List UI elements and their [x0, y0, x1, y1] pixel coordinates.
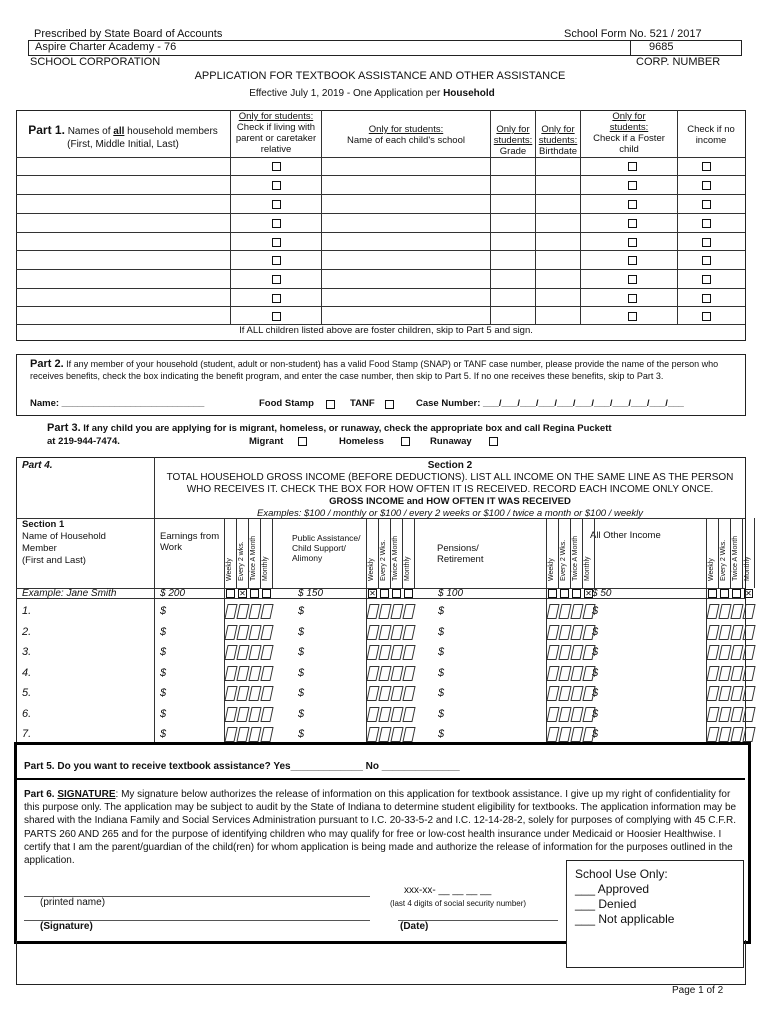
grid-line: [224, 518, 225, 742]
corp-number-field: [630, 40, 742, 56]
part5-text[interactable]: Part 5. Do you want to receive textbook assistance? Yes_____________ No ______________: [24, 761, 460, 772]
part1-living-checkbox-5[interactable]: [272, 238, 281, 247]
other-amount-7[interactable]: $: [592, 728, 599, 740]
ssn-label: (last 4 digits of social security number): [390, 899, 527, 908]
part1-no-income-checkbox-1[interactable]: [702, 162, 711, 171]
form-title: APPLICATION FOR TEXTBOOK ASSISTANCE AND OTHER ASSISTANCE: [194, 70, 566, 82]
example-amount-2: $ 100: [438, 588, 464, 599]
member-name-field-7[interactable]: [17, 723, 153, 744]
school-corp-label: SCHOOL CORPORATION: [30, 56, 161, 68]
row-number-6: 6.: [22, 707, 32, 720]
earnings-amount-1[interactable]: $: [160, 605, 167, 617]
pensions-amount-5[interactable]: $: [438, 687, 445, 699]
example-checkbox-2-3: ✕: [585, 589, 592, 598]
member-name-field-6[interactable]: [17, 703, 153, 724]
public-amount-5[interactable]: $: [298, 687, 305, 699]
freq-label-2-2: Twice A Month: [572, 535, 579, 581]
part3-body: If any child you are applying for is migrant, homeless, or runaway, check the appropriate box and call Regina Puckett: [83, 423, 612, 434]
public-amount-6[interactable]: $: [298, 707, 305, 720]
other-freq-checkbox-7-3[interactable]: [742, 727, 755, 742]
school-name: Aspire Charter Academy - 76: [35, 41, 177, 53]
earnings-amount-3[interactable]: $: [160, 646, 167, 658]
col-school-header: [322, 124, 490, 146]
signature-word: SIGNATURE: [57, 789, 116, 800]
form-number: School Form No. 521 / 2017: [564, 28, 702, 40]
sec1-l3: (First and Last): [22, 555, 86, 566]
member-name-field-2[interactable]: [17, 621, 153, 642]
public-amount-7[interactable]: $: [298, 728, 305, 740]
part1-name-field-4[interactable]: [17, 215, 229, 231]
example-checkbox-1-0: ✕: [369, 589, 376, 598]
part1-footnote: If ALL children listed above are foster children, skip to Part 5 and sign.: [239, 325, 533, 336]
example-checkbox-2-0: [548, 589, 557, 598]
part6-title: Part 6.: [24, 789, 55, 800]
signature-label: (Signature): [40, 921, 93, 932]
part1-foster-checkbox-3[interactable]: [628, 200, 637, 209]
printed-name-label: (printed name): [40, 897, 106, 908]
col-grade-header: [492, 124, 534, 157]
grid-line: [594, 518, 595, 588]
not-applicable-option[interactable]: ___ Not applicable: [575, 912, 675, 926]
example-checkbox-1-1: [380, 589, 389, 598]
col-living-u: Only for students:: [238, 111, 314, 122]
part1-living-checkbox-6[interactable]: [272, 256, 281, 265]
row-number-2: 2.: [22, 625, 32, 638]
other-freq-checkbox-6-3[interactable]: [742, 707, 755, 722]
example-name: Example: Jane Smith: [22, 588, 117, 599]
part1-name-field-2[interactable]: [17, 177, 229, 193]
col-foster-u: Only for students:: [609, 111, 649, 133]
part1-no-income-checkbox-7[interactable]: [702, 275, 711, 284]
row-number-4: 4.: [22, 666, 32, 679]
other-amount-6[interactable]: $: [592, 707, 599, 720]
sec1-l2: Member: [22, 543, 57, 554]
part4-title: Part 4.: [22, 460, 53, 471]
col-grade-text: Grade: [499, 146, 527, 157]
col-living-header: [232, 111, 320, 155]
part1-foster-checkbox-6[interactable]: [628, 256, 637, 265]
part1-name-field-9[interactable]: [17, 308, 229, 324]
col-school-u: Only for students:: [368, 124, 444, 135]
corp-number: 9685: [649, 41, 674, 53]
example-checkbox-1-2: [392, 589, 401, 598]
grid-line: [272, 518, 273, 588]
freq-label-0-1: Every 2 wks.: [238, 541, 245, 581]
part3-text: [47, 422, 612, 434]
part1-living-checkbox-7[interactable]: [272, 275, 281, 284]
member-name-field-1[interactable]: [17, 600, 153, 621]
part1-living-checkbox-9[interactable]: [272, 312, 281, 321]
bottom-box: [16, 940, 746, 985]
part1-no-income-checkbox-4[interactable]: [702, 219, 711, 228]
example-checkbox-0-3: [262, 589, 271, 598]
part1-name-field-8[interactable]: [17, 290, 229, 306]
part4-instr2: WHO RECEIVES IT. CHECK THE BOX FOR HOW OFTEN IT IS RECEIVED. RECORD EACH INCOME ONLY ONCE.: [186, 484, 714, 495]
other-freq-checkbox-4-3[interactable]: [742, 666, 755, 681]
part1-living-checkbox-1[interactable]: [272, 162, 281, 171]
other-amount-3[interactable]: $: [592, 646, 599, 658]
part1-foster-checkbox-8[interactable]: [628, 294, 637, 303]
public-amount-4[interactable]: $: [298, 666, 305, 679]
part4-examples: Examples: $100 / monthly or $100 / every 2 weeks or $100 / twice a month or $100 / weekly: [256, 508, 643, 519]
col-pensions: Pensions/ Retirement: [437, 543, 484, 565]
part1-foster-checkbox-4[interactable]: [628, 219, 637, 228]
grid-line: [558, 518, 559, 588]
effective-line: [0, 88, 744, 99]
other-amount-2[interactable]: $: [592, 625, 599, 638]
case-number-field[interactable]: Case Number: ___/___/___/___/___/___/___/___/___/___/___: [416, 398, 684, 409]
freq-label-2-0: Weekly: [548, 558, 555, 581]
part1-name-field-5[interactable]: [17, 234, 229, 250]
freq-label-3-2: Twice A Month: [732, 535, 739, 581]
part1-no-income-checkbox-5[interactable]: [702, 238, 711, 247]
col-public-assistance: Public Assistance/ Child Support/ Alimony: [292, 533, 361, 563]
other-freq-checkbox-3-3[interactable]: [742, 645, 755, 660]
part1-foster-checkbox-1[interactable]: [628, 162, 637, 171]
grid-line: [366, 518, 367, 742]
pensions-amount-4[interactable]: $: [438, 666, 445, 679]
part1-title: Part 1.: [28, 123, 65, 137]
example-checkbox-2-2: [572, 589, 581, 598]
col-other-income: All Other Income: [590, 530, 661, 541]
earnings-amount-5[interactable]: $: [160, 687, 167, 699]
prescribed-text: Prescribed by State Board of Accounts: [34, 28, 223, 40]
part4-instr3: GROSS INCOME and HOW OFTEN IT WAS RECEIVED: [329, 496, 571, 507]
freq-label-3-1: Every 2 Wks.: [720, 539, 727, 581]
page-number: Page 1 of 2: [672, 985, 724, 996]
part1-living-checkbox-8[interactable]: [272, 294, 281, 303]
food-stamp-label: Food Stamp: [259, 398, 314, 409]
col-birth-text: Birthdate: [538, 146, 578, 157]
freq-label-3-3: Monthly: [744, 556, 751, 581]
freq-label-1-2: Twice A Month: [392, 535, 399, 581]
approved-option[interactable]: ___ Approved: [575, 882, 650, 896]
example-checkbox-0-2: [250, 589, 259, 598]
part1-foster-checkbox-9[interactable]: [628, 312, 637, 321]
grid-line: [378, 518, 379, 588]
part1-label-b: household members: [124, 126, 218, 137]
section1-label: [22, 531, 106, 567]
grid-line: [402, 518, 403, 588]
part1-no-income-checkbox-9[interactable]: [702, 312, 711, 321]
effective-text: Effective July 1, 2019 - One Application per: [249, 88, 444, 99]
col-birth-u: Only for students:: [538, 124, 578, 146]
part1-foster-checkbox-5[interactable]: [628, 238, 637, 247]
part1-all: all: [113, 126, 125, 137]
grid-line: [260, 518, 261, 588]
part2-title: Part 2.: [30, 358, 64, 370]
member-name-field-3[interactable]: [17, 641, 153, 662]
member-name-field-5[interactable]: [17, 682, 153, 703]
part1-no-income-checkbox-2[interactable]: [702, 181, 711, 190]
other-amount-5[interactable]: $: [592, 687, 599, 699]
public-amount-1[interactable]: $: [298, 605, 305, 617]
tanf-label: TANF: [350, 398, 375, 409]
earnings-amount-7[interactable]: $: [160, 728, 167, 740]
grid-line: [754, 518, 755, 588]
freq-label-2-1: Every 2 Wks.: [560, 539, 567, 581]
example-amount-1: $ 150: [298, 588, 324, 599]
freq-label-0-2: Twice A Month: [250, 535, 257, 581]
sec1-l1: Name of Household: [22, 531, 106, 542]
example-checkbox-3-0: [708, 589, 717, 598]
other-freq-checkbox-5-3[interactable]: [742, 686, 755, 701]
pensions-amount-3[interactable]: $: [438, 646, 445, 658]
member-name-field-4[interactable]: [17, 662, 153, 683]
row-number-3: 3.: [22, 646, 32, 658]
public-amount-3[interactable]: $: [298, 646, 305, 658]
pensions-amount-1[interactable]: $: [438, 605, 445, 617]
part1-living-checkbox-2[interactable]: [272, 181, 281, 190]
part3-title: Part 3.: [47, 422, 81, 434]
freq-label-1-1: Every 2 Wks.: [380, 539, 387, 581]
example-amount-0: $ 200: [160, 588, 186, 599]
school-use-title: School Use Only:: [575, 867, 668, 881]
grid-line: [742, 518, 743, 588]
example-checkbox-1-3: [404, 589, 413, 598]
household-word: Household: [443, 88, 495, 99]
freq-label-2-3: Monthly: [584, 556, 591, 581]
part1-no-income-checkbox-3[interactable]: [702, 200, 711, 209]
part6-text: [24, 788, 740, 867]
tanf-checkbox[interactable]: [385, 400, 394, 409]
grid-line: [16, 598, 745, 599]
row-number-5: 5.: [22, 687, 32, 699]
example-checkbox-0-1: ✕: [239, 589, 246, 598]
example-amount-3: $ 50: [592, 588, 612, 599]
row-number-1: 1.: [22, 605, 32, 617]
pensions-amount-6[interactable]: $: [438, 707, 445, 720]
grid-line: [706, 518, 707, 742]
part1-label-a: Names of: [67, 126, 114, 137]
freq-label-0-0: Weekly: [226, 558, 233, 581]
grid-line: [236, 518, 237, 588]
freq-label-1-3: Monthly: [404, 556, 411, 581]
freq-label-0-3: Monthly: [262, 556, 269, 581]
col-school-text: Name of each child's school: [347, 135, 465, 146]
section2-title: Section 2: [427, 460, 473, 471]
part2-name-label: Name: ___________________________: [30, 398, 205, 409]
food-stamp-checkbox[interactable]: [326, 400, 335, 409]
col-birth-header: [537, 124, 579, 157]
homeless-label: Homeless: [339, 436, 384, 447]
earnings-amount-4[interactable]: $: [160, 666, 167, 679]
migrant-checkbox[interactable]: [298, 437, 307, 446]
grid-line: [570, 518, 571, 588]
col-grade-u: Only for students:: [493, 124, 533, 146]
example-checkbox-3-3: ✕: [745, 589, 752, 598]
part1-living-checkbox-3[interactable]: [272, 200, 281, 209]
date-label: (Date): [400, 921, 429, 932]
row-number-7: 7.: [22, 728, 32, 740]
part1-name-field-1[interactable]: [17, 158, 229, 174]
other-freq-checkbox-1-3[interactable]: [742, 604, 755, 619]
part1-name-field-3[interactable]: [17, 196, 229, 212]
freq-label-1-0: Weekly: [368, 558, 375, 581]
denied-option[interactable]: ___ Denied: [575, 897, 637, 911]
col-earnings: Earnings from Work: [160, 531, 220, 553]
example-checkbox-3-1: [720, 589, 729, 598]
earnings-amount-6[interactable]: $: [160, 707, 167, 720]
public-amount-2[interactable]: $: [298, 625, 305, 638]
part2-text: [30, 359, 740, 382]
section1-title: Section 1: [22, 519, 65, 530]
part1-no-income-checkbox-8[interactable]: [702, 294, 711, 303]
homeless-checkbox[interactable]: [401, 437, 410, 446]
grid-line: [390, 518, 391, 588]
earnings-amount-2[interactable]: $: [160, 625, 167, 638]
grid-line: [582, 518, 583, 588]
example-checkbox-3-2: [732, 589, 741, 598]
part2-body: If any member of your household (student, adult or non-student) has a valid Food Stamp (SNAP) or TANF case number, please provide the name of the person who receives benefits, check the box indicating the benefit program, and enter the case number, then skip to Part 5. If no one receives these benefits, skip to Part 3.: [30, 359, 719, 381]
col-noincome-header: Check if no income: [687, 124, 735, 146]
part3-phone: at 219-944-7474.: [47, 436, 120, 447]
part1-header: [16, 124, 230, 151]
ssn-field[interactable]: xxx-xx- __ __ __ __: [404, 885, 492, 896]
grid-line: [546, 518, 547, 742]
corp-number-label: CORP. NUMBER: [636, 56, 721, 68]
col-living-text: Check if living with parent or caretaker relative: [235, 122, 317, 155]
part6-body: : My signature below authorizes the release of information on this application for textbook assistance. I give up my right of confidentiality for this purpose only. The application may be subject to audit by the State of Indiana to determine student eligibility for textbooks. The application information may be shared with the Indiana Family and Social Services Administration pursuant to I.C. 20-33-5-2 and I.C. 12-14-28-2, solely for purposes of complying with 45 C.F.R. PARTS 260 AND 265 and for the purpose of identifying children who may qualify for free or low-cost health insurance under Medicaid or Hoosier Healthwise. I certify that I am the parent/guardian of the child(ren) for whom application is being made and authorize the release of information for the purposes outlined in the application.: [24, 789, 737, 867]
col-foster-header: [593, 111, 665, 155]
part1-foster-checkbox-2[interactable]: [628, 181, 637, 190]
part1-label-c: (First, Middle Initial, Last): [67, 139, 179, 150]
runaway-label: Runaway: [430, 436, 472, 447]
part1-name-field-6[interactable]: [17, 252, 229, 268]
example-checkbox-0-0: [226, 589, 235, 598]
grid-line: [248, 518, 249, 588]
part1-name-field-7[interactable]: [17, 271, 229, 287]
example-checkbox-2-1: [560, 589, 569, 598]
other-freq-checkbox-2-3[interactable]: [742, 625, 755, 640]
grid-line: [730, 518, 731, 588]
part1-living-checkbox-4[interactable]: [272, 219, 281, 228]
part1-foster-checkbox-7[interactable]: [628, 275, 637, 284]
grid-line: [414, 518, 415, 588]
pensions-amount-7[interactable]: $: [438, 728, 445, 740]
part4-instr1: TOTAL HOUSEHOLD GROSS INCOME (BEFORE DEDUCTIONS). LIST ALL INCOME ON THE SAME LINE AS THE PERSON: [166, 472, 734, 483]
other-amount-4[interactable]: $: [592, 666, 599, 679]
school-name-field: [28, 40, 631, 56]
grid-line: [718, 518, 719, 588]
col-foster-text: Check if a Foster child: [593, 133, 665, 155]
freq-label-3-0: Weekly: [708, 558, 715, 581]
migrant-label: Migrant: [249, 436, 284, 447]
part1-no-income-checkbox-6[interactable]: [702, 256, 711, 265]
runaway-checkbox[interactable]: [489, 437, 498, 446]
pensions-amount-2[interactable]: $: [438, 625, 445, 638]
other-amount-1[interactable]: $: [592, 605, 599, 617]
